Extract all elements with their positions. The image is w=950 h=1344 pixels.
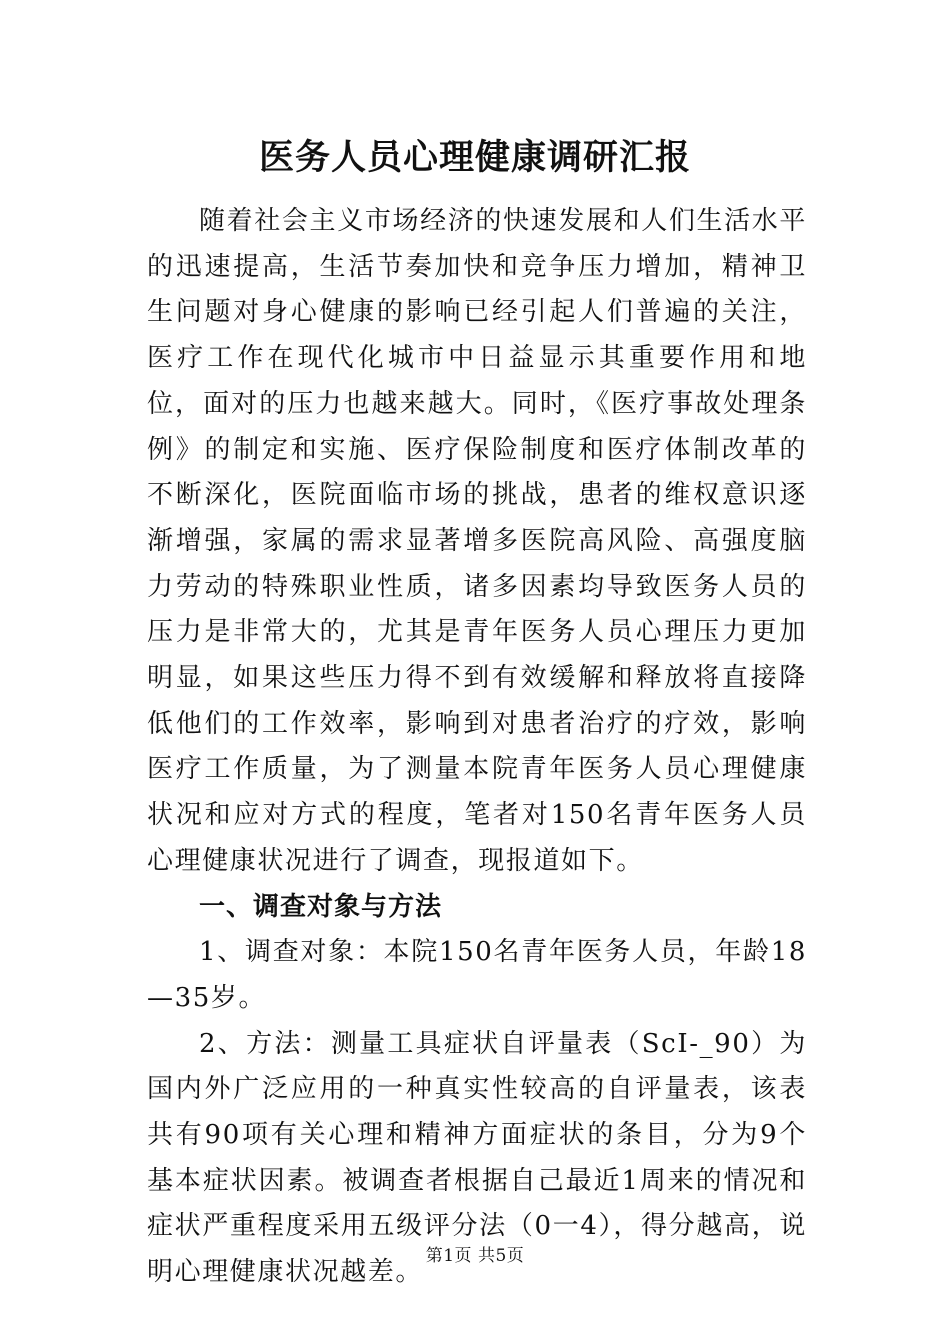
method-item: 2、方法：测量工具症状自评量表（ScI-_90）为国内外广泛应用的一种真实性较高的自评量表，该表共有90项有关心理和精神方面症状的条目，分为9个基本症状因素。被调查者根据自己最近1周来的情况和症状严重程度采用五级评分法（0一4），得分越高，说明心理健康状况越差。 bbox=[147, 1028, 807, 1288]
subject-item: 1、调查对象：本院150名青年医务人员，年龄18—35岁。 bbox=[147, 937, 807, 1013]
intro-paragraph: 随着社会主义市场经济的快速发展和人们生活水平的迅速提高，生活节奏加快和竞争压力增加，精神卫生问题对身心健康的影响已经引起人们普遍的关注，医疗工作在现代化城市中日益显示其重要作用和地位，面对的压力也越来越大。同时，《医疗事故处理条例》的制定和实施、医疗保险制度和医疗体制改革的不断深化，医院面临市场的挑战，患者的维权意识逐渐增强，家属的需求显著增多医院高风险、高强度脑力劳动的特殊职业性质，诸多因素均导致医务人员的压力是非常大的，尤其是青年医务人员心理压力更加明显，如果这些压力得不到有效缓解和释放将直接降低他们的工作效率，影响到对患者治疗的疗效，影响医疗工作质量，为了测量本院青年医务人员心理健康状况和应对方式的程度，笔者对150名青年医务人员心理健康状况进行了调查，现报道如下。 bbox=[147, 206, 807, 876]
section-heading: 一、调查对象与方法 bbox=[199, 891, 443, 922]
page-footer: 第1页 共5页 bbox=[425, 1246, 525, 1266]
document-title: 医务人员心理健康调研汇报 bbox=[258, 137, 691, 178]
document-body bbox=[147, 199, 807, 1296]
